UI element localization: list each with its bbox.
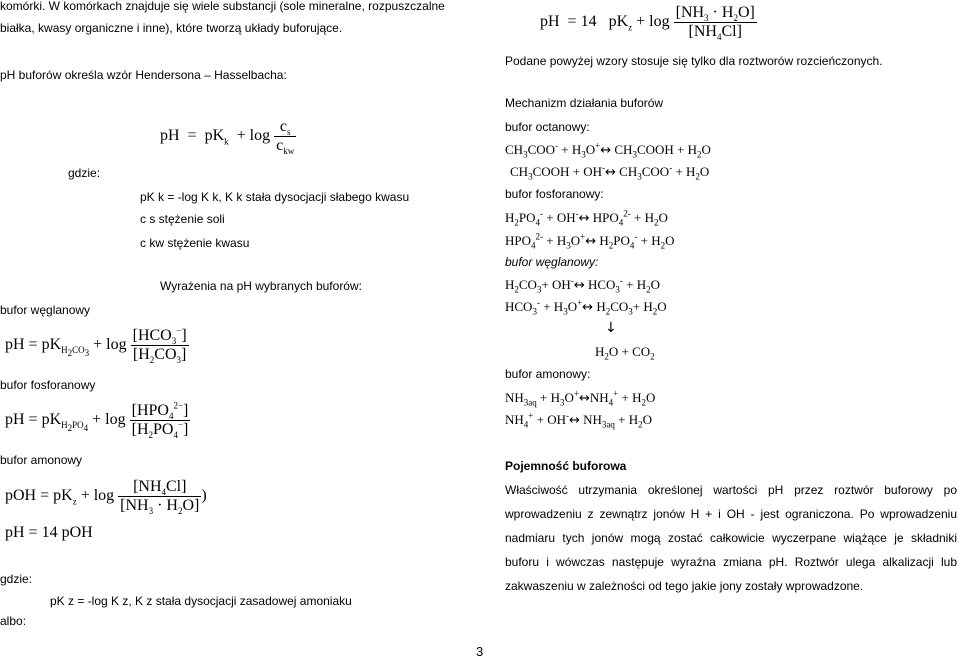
definition-ckw: c kw stężenie kwasu: [140, 236, 250, 250]
intro-line-1: komórki. W komórkach znajduje się wiele substancji (sole mineralne, rozpuszczalne: [0, 0, 445, 13]
expressions-title: Wyrażenia na pH wybranych buforów:: [160, 279, 362, 293]
carbonate-reaction-1: $H_2CO_3+$ OH-↔ $HCO_3^- + H_2O$: [505, 275, 661, 295]
ammonia-reaction-2: $NH_4^+$ + OH-↔ $NH_{3aq} + H_2O$: [505, 410, 653, 430]
phosphate-formula: pH = $pK_{H_2PO_4} + \log$ $\frac{[HPO_4^{2-}]}{[H_2PO_4^-]}$: [5, 400, 189, 441]
ammonia-mech-label: bufor amonowy:: [505, 367, 591, 381]
page-number: 3: [476, 644, 484, 659]
mechanism-title: Mechanizm działania buforów: [505, 96, 664, 110]
phosphate-mech-label: bufor fosforanowy:: [505, 187, 604, 201]
intro-line-2: białka, kwasy organiczne i inne), które tworzą układy buforujące.: [0, 21, 343, 35]
ammonia-buffer-label: bufor amonowy: [0, 453, 83, 467]
ammonia-ph-formula: pH = 14 $pK_z + \log$ $\frac{[NH_3 \cdot H_2O]}{[NH_4Cl]}$: [540, 4, 755, 43]
carbonate-mech-label: bufor węglanowy:: [505, 255, 599, 269]
definition-cs: c s stężenie soli: [140, 212, 225, 226]
buffer-capacity-title: Pojemność buforowa: [505, 459, 627, 473]
phosphate-reaction-2: $HPO_4^{2-}$ + $H_3O^+\leftrightarrow$ $H_2PO_4^- + H_2O$: [505, 231, 675, 251]
phosphate-reaction-1: $H_2PO_4^-$ + OH-↔ $HPO_4^{2-} + H_2O$: [505, 208, 668, 228]
ammonia-formula: pOH = $pK_z + \log$ $\frac{[NH_4Cl]}{[NH_3 \cdot H_2O]}$ ): [5, 478, 207, 517]
carbonate-decomposition: $H_2O + CO_2$: [595, 344, 655, 362]
buffer-capacity-text: Właściwość utrzymania określonej wartości pH przez roztwór buforowy po wprowadzeniu z zewnątrz jonów H + i OH - jest ograniczona. Po wprowadzeniu nadmiaru tych jonów mogą zostać całkowicie wyczerpane wiążące je składniki buforu i wówczas następuje wyraźna zmiana pH. Roztwór ulega alkalizacji lub zakwaszeniu w zależności od tego jakie jony zostały wprowadzone.: [505, 483, 957, 593]
gdzie-label: gdzie:: [68, 166, 101, 180]
albo-label: albo:: [0, 614, 27, 628]
acetate-reaction-1: $CH_3COO^-$ + $H_3O^+\leftrightarrow$ $CH_3COOH + H_2O$: [505, 140, 711, 160]
carbonate-reaction-2: $HCO_3^-$ + $H_3O^+\leftrightarrow$ $H_2CO_3+ H_2O$: [505, 297, 667, 317]
definition-pkz: pK z = -log K z, K z stała dysocjacji zasadowej amoniaku: [50, 594, 352, 608]
definition-pk: pK k = -log K k, K k stała dysocjacji słabego kwasu: [140, 190, 410, 204]
ammonia-reaction-1: $NH_{3aq}$ + $H_3O^+\leftrightarrow NH_4^+ + H_2O$: [505, 388, 656, 408]
acetate-reaction-2: $CH_3COOH$ + OH-↔ $CH_3COO^- + H_2O$: [510, 162, 710, 182]
down-arrow-icon: ↓: [605, 320, 617, 336]
henderson-formula: pH = $pK_k + \log$ $\frac{c_s}{c_{kw}}$: [160, 118, 295, 157]
carbonate-buffer-label: bufor węglanowy: [0, 303, 91, 317]
acetate-buffer-label: bufor octanowy:: [505, 120, 590, 134]
gdzie-label-2: gdzie:: [0, 572, 33, 586]
formula-note: Podane powyżej wzory stosuje się tylko dla roztworów rozcieńczonych.: [505, 54, 883, 68]
henderson-intro: pH buforów określa wzór Hendersona – Hasselbacha:: [0, 68, 287, 82]
ph-from-poh: pH = 14 pOH: [5, 524, 93, 541]
carbonate-formula: pH = $pK_{H_2CO_3} + \log$ $\frac{[HCO_3^-]}{[H_2CO_3]}$: [5, 325, 187, 366]
phosphate-buffer-label: bufor fosforanowy: [0, 378, 96, 392]
